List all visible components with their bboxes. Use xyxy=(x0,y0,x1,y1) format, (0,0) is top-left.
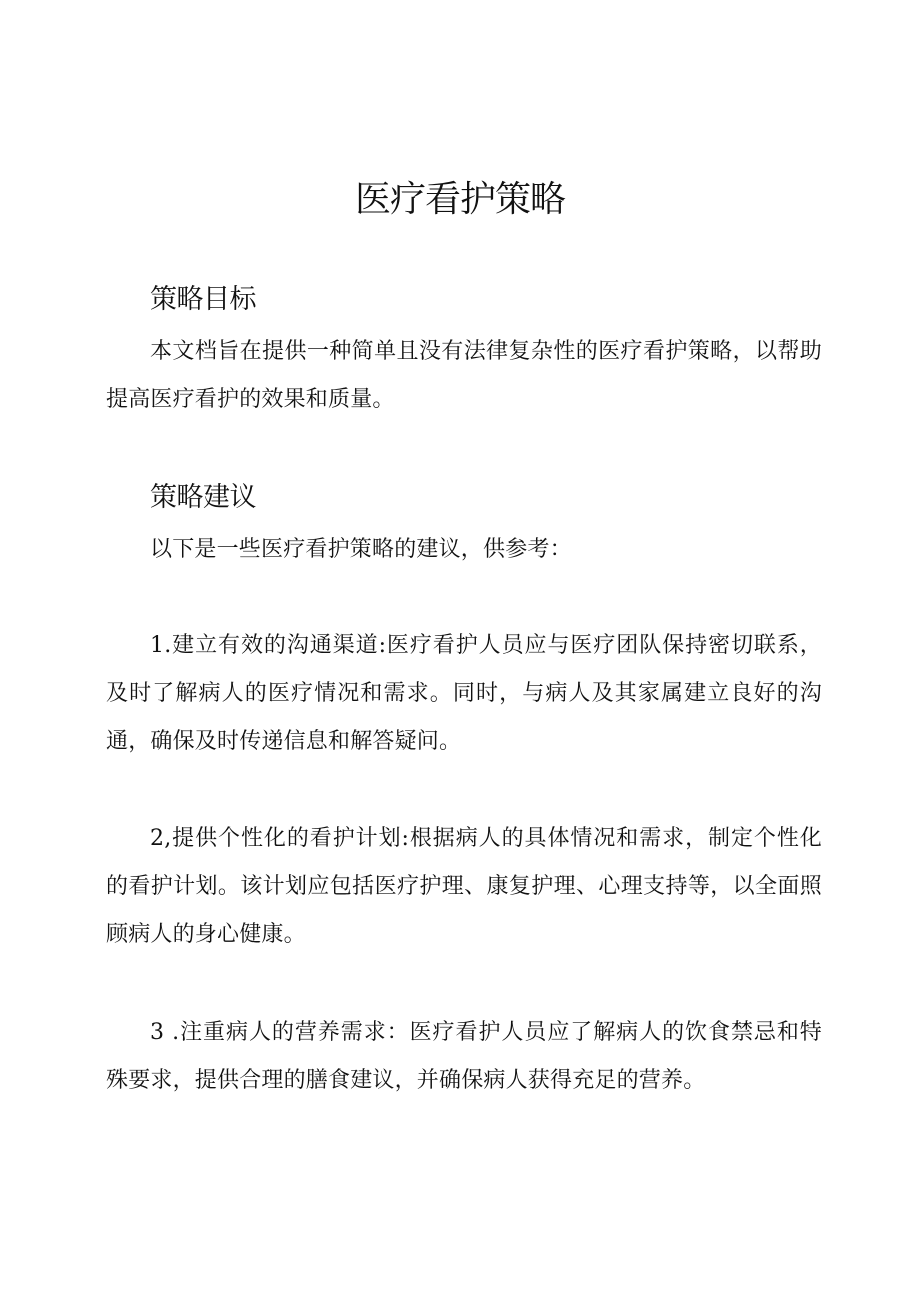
paragraph-suggestion-1: 1.建立有效的沟通渠道:医疗看护人员应与医疗团队保持密切联系，及时了解病人的医疗情况和需求。同时，与病人及其家属建立良好的沟通，确保及时传递信息和解答疑问。 xyxy=(106,633,822,754)
section-heading-suggestions: 策略建议 xyxy=(150,482,256,513)
paragraph-suggestions-intro: 以下是一些医疗看护策略的建议，供参考： xyxy=(150,537,572,562)
paragraph-goal-description: 本文档旨在提供一种简单且没有法律复杂性的医疗看护策略，以帮助提高医疗看护的效果和质量。 xyxy=(106,339,822,412)
section-heading-goal: 策略目标 xyxy=(150,284,256,315)
paragraph-suggestion-3: 3 .注重病人的营养需求：医疗看护人员应了解病人的饮食禁忌和特殊要求，提供合理的膳食建议，并确保病人获得充足的营养。 xyxy=(106,1020,822,1093)
paragraph-suggestion-2: 2,提供个性化的看护计划:根据病人的具体情况和需求，制定个性化的看护计划。该计划应包括医疗护理、康复护理、心理支持等，以全面照顾病人的身心健康。 xyxy=(106,826,822,947)
document-title: 医疗看护策略 xyxy=(354,179,565,220)
